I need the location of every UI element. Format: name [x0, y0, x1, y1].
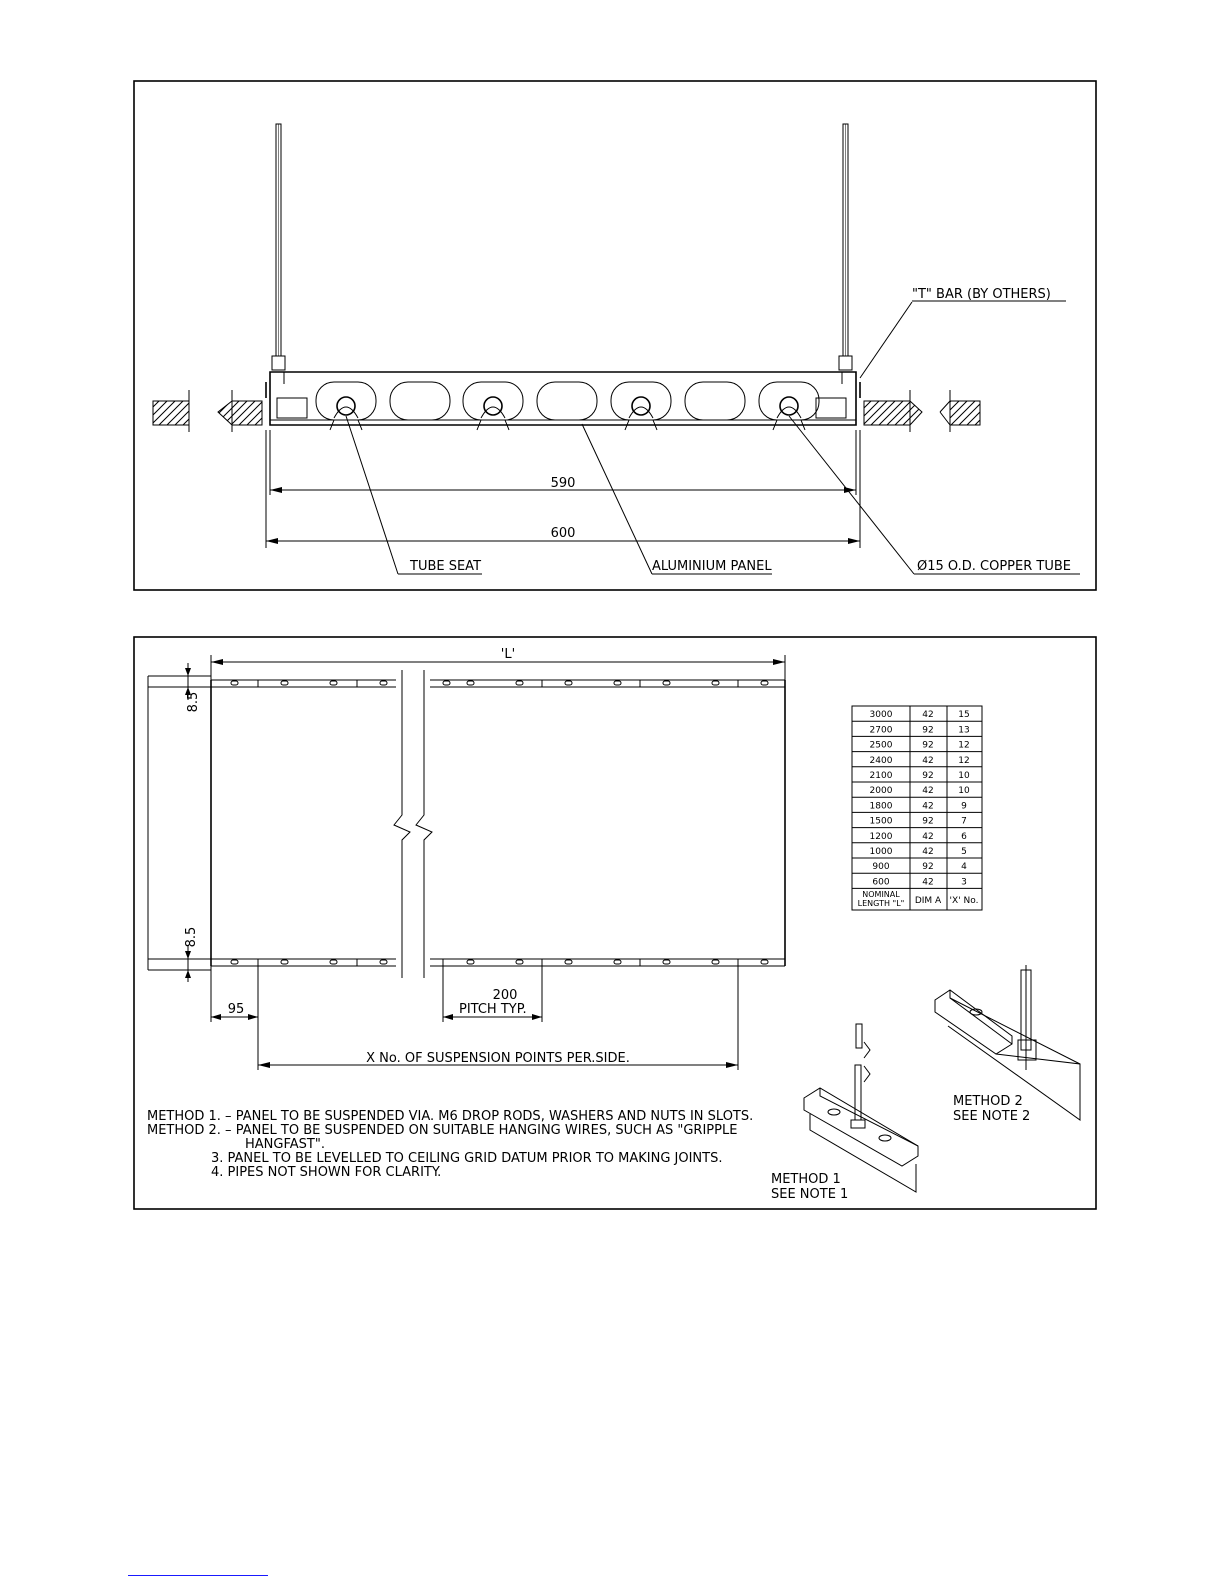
dimension-8-5-bottom — [148, 676, 211, 982]
note-line-1: METHOD 1. – PANEL TO BE SUSPENDED VIA. M6 DROP RODS, WASHERS AND NUTS IN SLOTS. — [147, 1109, 754, 1124]
table-cell-dim-a: 92 — [922, 862, 934, 873]
table-cell-x-no: 12 — [958, 755, 970, 766]
break-line-right — [416, 670, 432, 978]
label-method-2-note: SEE NOTE 2 — [953, 1109, 1031, 1124]
note-line-4: 4. PIPES NOT SHOWN FOR CLARITY. — [211, 1165, 442, 1180]
table-cell-dim-a: 42 — [922, 801, 934, 812]
table-cell-x-no: 5 — [961, 847, 967, 857]
table-cell-dim-a: 92 — [922, 740, 934, 751]
leader-aluminium-panel — [582, 424, 652, 574]
label-dim-l: 'L' — [500, 647, 516, 662]
section-view — [134, 81, 1096, 590]
leader-tube-seat — [346, 416, 398, 574]
label-dim-600: 600 — [550, 526, 576, 541]
table-cell-length: 2000 — [869, 786, 893, 797]
table-header-x-no: 'X' No. — [949, 896, 979, 906]
table-cell-dim-a: 92 — [922, 771, 934, 781]
table-cell-length: 1800 — [869, 801, 893, 812]
table-cell-dim-a: 42 — [922, 877, 934, 888]
table-cell-x-no: 9 — [961, 801, 967, 812]
label-dim-200: 200 — [492, 988, 518, 1003]
length-table — [852, 706, 982, 910]
table-cell-x-no: 7 — [961, 816, 967, 827]
drop-rod-right — [839, 124, 852, 370]
label-8-5-bottom: 8.5 — [184, 926, 199, 948]
table-cell-x-no: 15 — [958, 710, 970, 721]
table-cell-length: 1500 — [869, 816, 893, 827]
label-8-5-top: 8.5 — [186, 691, 201, 713]
dimension-suspension-points — [258, 966, 738, 1070]
table-cell-length: 3000 — [869, 710, 893, 721]
panel-plan-right — [430, 680, 785, 966]
ceiling-tile-left — [153, 390, 262, 432]
note-line-2b: HANGFAST". — [245, 1137, 325, 1152]
slots-bottom — [231, 959, 768, 966]
table-cell-x-no: 3 — [961, 877, 967, 888]
table-cell-length: 2500 — [869, 740, 893, 751]
table-cell-length: 2100 — [869, 771, 893, 781]
table-cell-dim-a: 42 — [922, 710, 934, 721]
leader-copper-tube — [789, 416, 914, 574]
table-header-nominal: NOMINAL — [862, 890, 900, 899]
method-1-illustration — [771, 1024, 918, 1202]
table-cell-length: 1000 — [869, 847, 893, 857]
dimension-200-pitch — [443, 966, 542, 1022]
table-cell-dim-a: 92 — [922, 816, 934, 827]
table-cell-dim-a: 42 — [922, 831, 934, 842]
table-cell-dim-a: 92 — [922, 725, 934, 736]
table-header-dim-a: DIM A — [914, 896, 942, 906]
label-t-bar: "T" BAR (BY OTHERS) — [912, 287, 1051, 302]
dimension-8-5-top — [148, 663, 211, 712]
table-cell-length: 2700 — [869, 725, 893, 736]
leader-t-bar — [860, 302, 912, 378]
label-dim-95: 95 — [227, 1002, 245, 1017]
label-tube-seat: TUBE SEAT — [410, 559, 482, 574]
table-cell-x-no: 13 — [958, 725, 970, 736]
label-method-1: METHOD 1 — [771, 1172, 841, 1187]
label-pitch-typ: PITCH TYP. — [459, 1002, 527, 1017]
table-header-length: LENGTH "L" — [857, 899, 905, 908]
table-cell-length: 900 — [872, 862, 890, 873]
label-method-1-note: SEE NOTE 1 — [771, 1187, 849, 1202]
panel-plan-left — [211, 680, 396, 966]
aluminium-panel-section — [266, 372, 860, 425]
table-cell-dim-a: 42 — [922, 847, 934, 857]
slots-top — [231, 680, 768, 687]
label-copper-tube: Ø15 O.D. COPPER TUBE — [917, 559, 1071, 574]
method-2-illustration — [935, 965, 1080, 1124]
label-dim-590: 590 — [550, 476, 576, 491]
table-cell-x-no: 4 — [961, 862, 967, 873]
dimension-l — [211, 647, 785, 690]
table-cell-x-no: 6 — [961, 831, 967, 842]
ceiling-tile-right — [864, 390, 980, 432]
break-line-left — [394, 670, 410, 978]
dimension-95 — [211, 966, 258, 1070]
drop-rod-left — [272, 124, 285, 370]
table-cell-length: 600 — [872, 877, 890, 888]
table-cell-x-no: 10 — [958, 786, 970, 797]
note-line-2: METHOD 2. – PANEL TO BE SUSPENDED ON SUITABLE HANGING WIRES, SUCH AS "GRIPPLE — [147, 1123, 738, 1138]
table-cell-length: 1200 — [869, 831, 893, 842]
notes — [147, 1109, 753, 1180]
note-line-3: 3. PANEL TO BE LEVELLED TO CEILING GRID DATUM PRIOR TO MAKING JOINTS. — [211, 1151, 723, 1166]
label-suspension-points: X No. OF SUSPENSION POINTS PER.SIDE. — [366, 1051, 630, 1066]
table-cell-x-no: 10 — [958, 771, 970, 781]
table-cell-dim-a: 42 — [922, 786, 934, 797]
page-footer-rule — [128, 1575, 268, 1576]
table-cell-x-no: 12 — [958, 740, 970, 751]
table-cell-length: 2400 — [869, 755, 893, 766]
label-aluminium-panel: ALUMINIUM PANEL — [652, 559, 772, 574]
label-method-2: METHOD 2 — [953, 1094, 1023, 1109]
table-cell-dim-a: 42 — [922, 755, 934, 766]
plan-view — [134, 637, 1096, 1209]
